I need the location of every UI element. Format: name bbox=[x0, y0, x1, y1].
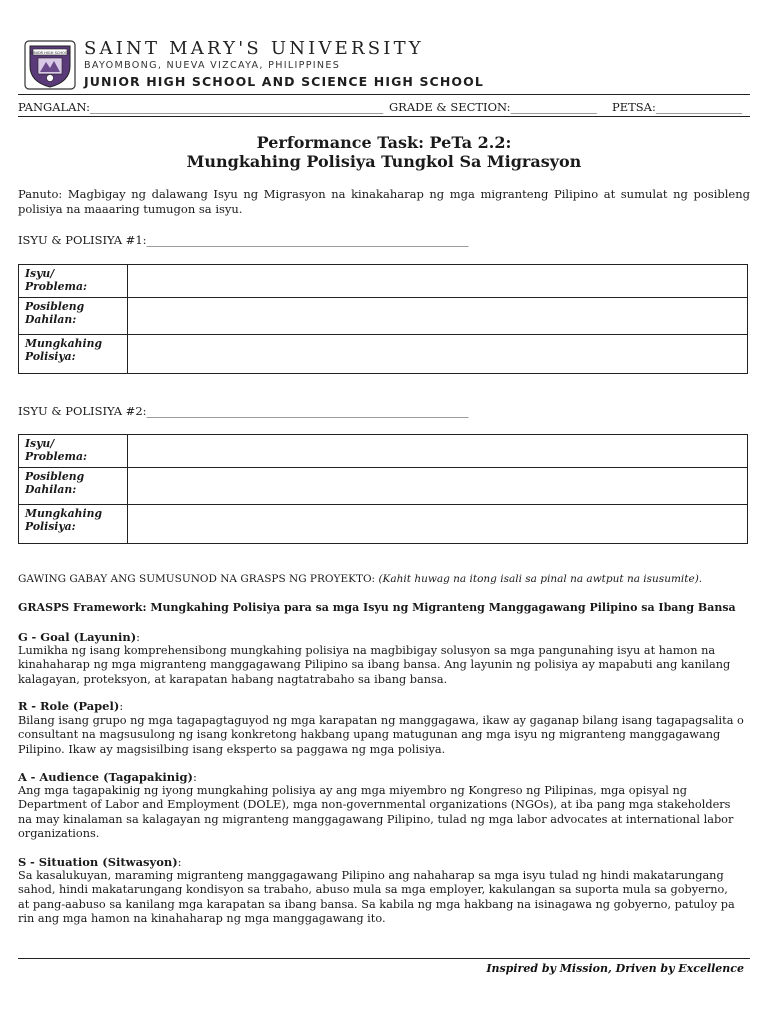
answer-cell[interactable] bbox=[128, 468, 748, 505]
table-row bbox=[19, 265, 748, 298]
role-body: Bilang isang grupo ng mga tagapagtaguyod ng mga karapatan ng manggagawa, ikaw ay gaganap bilang isang tagapagsalita o consultant na magsusulong ng isang konkretong hakbang upang matugunan ang mga isyu ng migranteng manggagawang Pilipino. Ikaw ay magsisilbing isang eksperto sa paggawa ng mga polisiya. bbox=[18, 714, 744, 756]
name-blank[interactable]: ___________________________________________________ bbox=[90, 100, 384, 114]
row-label: Isyu/ Problema: bbox=[19, 435, 128, 468]
issue1-table bbox=[18, 264, 748, 374]
guide-text: GAWING GABAY ANG SUMUSUNOD NA GRASPS NG PROYEKTO: bbox=[18, 573, 379, 585]
audience-body: Ang mga tagapakinig ng iyong mungkahing polisiya ay ang mga miyembro ng Kongreso ng Pilipinas, mga opisyal ng Department of Labor and Employment (DOLE), mga non-governmental organizations (NGOs), at iba pang mga stakeholders na may kinalaman sa kalagayan ng migranteng manggagawang Pilipino, tulad ng mga labor advocates at international labor organizations. bbox=[18, 784, 734, 840]
role-name: - Role (Papel) bbox=[31, 699, 120, 713]
table-row bbox=[19, 468, 748, 505]
university-name: SAINT MARY'S UNIVERSITY bbox=[84, 38, 424, 59]
situation-body: Sa kasalukuyan, maraming migranteng manggagawang Pilipino ang nahaharap sa mga isyu tulad ng hindi makatarungang sahod, hindi makatarungang kondisyon sa trabaho, abuso mula sa mga employer, kakulangan sa suporta mula sa gobyerno, at pang-aabuso sa kanilang mga karapatan sa ibang bansa. Sa kabila ng mga hakbang na isinagawa ng gobyerno, patuloy pa rin ang mga hamon na kinahaharap ng mga manggagawang ito. bbox=[18, 869, 735, 925]
audience-heading: A - Audience (Tagapakinig): bbox=[18, 770, 197, 784]
issue2-blank[interactable]: ________________________________________________________ bbox=[146, 404, 469, 418]
instructions: Panuto: Magbigay ng dalawang Isyu ng Migrasyon na kinakaharap ng mga migranteng Pilipino at sumulat ng posibleng polisiya na maaaring tumugon sa isyu. bbox=[18, 187, 750, 216]
grade-section-field[interactable] bbox=[389, 100, 597, 114]
issue2-table bbox=[18, 434, 748, 544]
answer-cell[interactable] bbox=[128, 505, 748, 544]
guide-note: (Kahit huwag na itong isali sa pinal na awtput na isusumite). bbox=[378, 573, 703, 585]
issue1-blank[interactable]: ________________________________________________________ bbox=[146, 233, 469, 247]
page-subtitle: Mungkahing Polisiya Tungkol Sa Migrasyon bbox=[186, 152, 582, 171]
row-label: Mungkahing Polisiya: bbox=[19, 505, 128, 544]
situation-name: - Situation (Sitwasyon) bbox=[29, 855, 178, 869]
grasps-guide-note bbox=[18, 573, 758, 585]
row-label: Posibleng Dahilan: bbox=[19, 298, 128, 335]
table-row bbox=[19, 435, 748, 468]
grade-section-blank[interactable]: _______________ bbox=[510, 100, 597, 114]
page-title: Performance Task: PeTa 2.2: bbox=[256, 133, 512, 152]
university-address: BAYOMBONG, NUEVA VIZCAYA, PHILIPPINES bbox=[84, 60, 341, 71]
goal-body: Lumikha ng isang komprehensibong mungkahing polisiya na magbibigay solusyon sa mga pangunahing isyu at hamon na kinahaharap ng mga migranteng manggagawang Pilipino sa ibang bansa. Ang layunin ng polisiya ay mapabuti ang kanilang kalagayan, proteksyon, at karapatan habang nagtatrabaho sa ibang bansa. bbox=[18, 644, 731, 686]
row-label: Isyu/ Problema: bbox=[19, 265, 128, 298]
role-heading: R - Role (Papel): bbox=[18, 699, 124, 713]
svg-text:JUNIOR HIGH SCHOOL: JUNIOR HIGH SCHOOL bbox=[30, 50, 70, 55]
row-label: Mungkahing Polisiya: bbox=[19, 335, 128, 374]
answer-cell[interactable] bbox=[128, 298, 748, 335]
school-name: JUNIOR HIGH SCHOOL AND SCIENCE HIGH SCHOOL bbox=[84, 74, 484, 89]
name-field[interactable] bbox=[18, 100, 383, 114]
footer-divider bbox=[18, 958, 750, 959]
goal-heading: G - Goal (Layunin): bbox=[18, 630, 141, 644]
info-divider bbox=[18, 116, 750, 117]
grade-section-label: GRADE & SECTION: bbox=[389, 100, 511, 114]
table-row bbox=[19, 505, 748, 544]
situation-letter: S bbox=[18, 855, 27, 869]
framework-title: GRASPS Framework: Mungkahing Polisiya para sa mga Isyu ng Migranteng Manggagawang Pilipino sa Ibang Bansa bbox=[18, 601, 736, 614]
date-blank[interactable]: _______________ bbox=[655, 100, 743, 114]
issue2-heading[interactable] bbox=[18, 404, 469, 418]
audience-name: - Audience (Tagapakinig) bbox=[30, 770, 193, 784]
goal-letter: G bbox=[18, 630, 28, 644]
date-field[interactable] bbox=[612, 100, 742, 114]
table-row bbox=[19, 335, 748, 374]
role-letter: R bbox=[18, 699, 28, 713]
issue1-heading[interactable] bbox=[18, 233, 469, 247]
row-label: Posibleng Dahilan: bbox=[19, 468, 128, 505]
audience-letter: A bbox=[18, 770, 27, 784]
footer-tagline: Inspired by Mission, Driven by Excellence bbox=[486, 962, 744, 975]
answer-cell[interactable] bbox=[128, 335, 748, 374]
issue1-label: ISYU & POLISIYA #1: bbox=[18, 233, 147, 247]
answer-cell[interactable] bbox=[128, 265, 748, 298]
table-row bbox=[19, 298, 748, 335]
date-label: PETSA: bbox=[612, 100, 656, 114]
issue2-label: ISYU & POLISIYA #2: bbox=[18, 404, 147, 418]
name-label: PANGALAN: bbox=[18, 100, 91, 114]
university-logo bbox=[24, 40, 76, 90]
situation-heading: S - Situation (Sitwasyon): bbox=[18, 855, 182, 869]
header-divider bbox=[18, 94, 750, 95]
answer-cell[interactable] bbox=[128, 435, 748, 468]
goal-name: - Goal (Layunin) bbox=[31, 630, 137, 644]
